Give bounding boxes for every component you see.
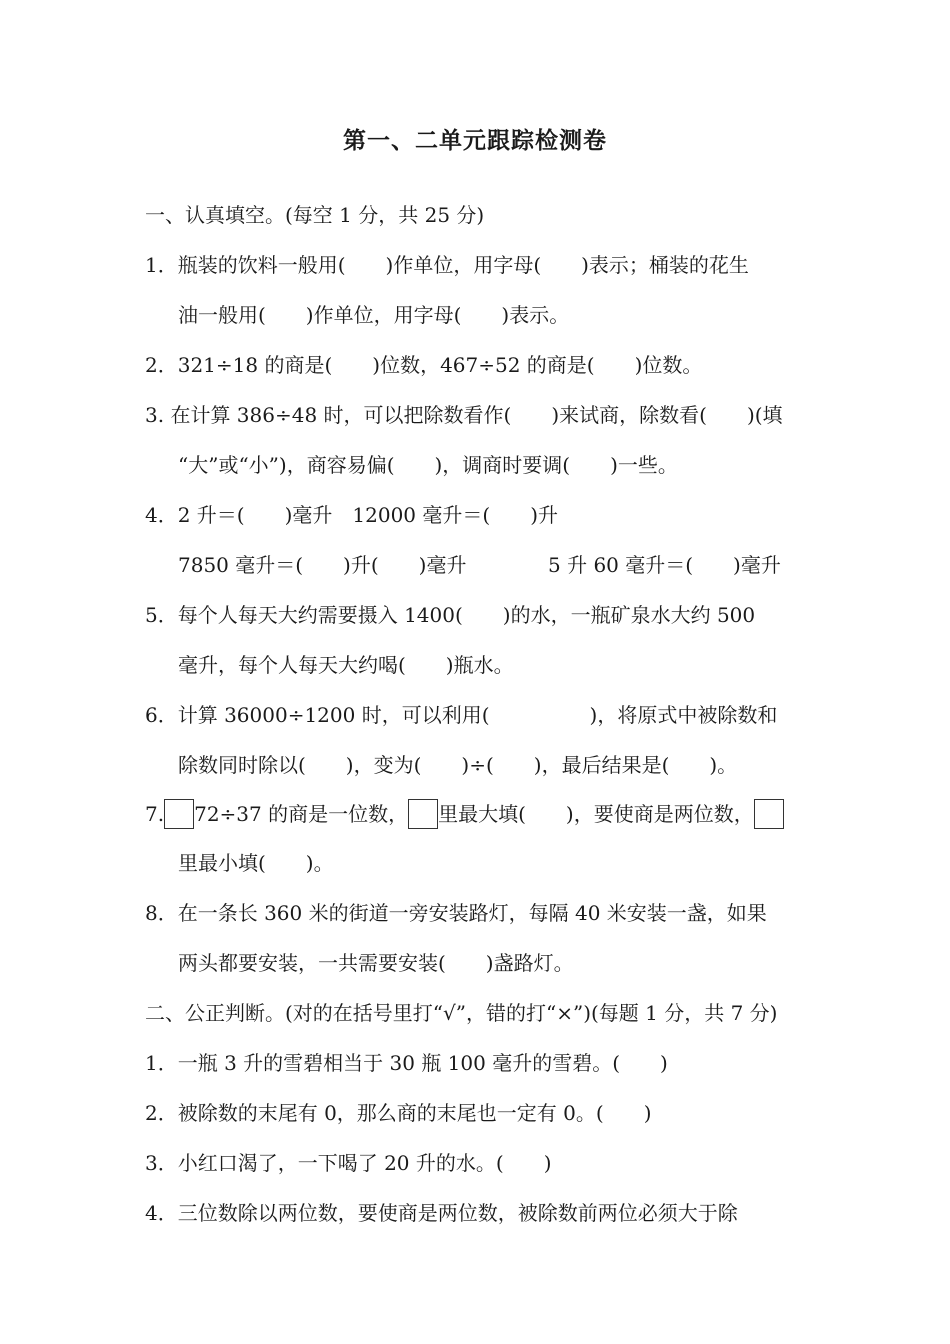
q8-line2: 两头都要安装，一共需要安装( )盏路灯。: [178, 951, 574, 975]
q7-line2: 里最小填( )。: [178, 851, 334, 875]
q1-line1: 1．瓶装的饮料一般用( )作单位，用字母( )表示；桶装的花生: [145, 253, 749, 277]
q3-line2: “大”或“小”)，商容易偏( )，调商时要调( )一些。: [178, 453, 678, 477]
judge-q1: 1．一瓶 3 升的雪碧相当于 30 瓶 100 毫升的雪碧。( ): [145, 1051, 668, 1075]
q7-part1: 72÷37 的商是一位数，: [194, 802, 409, 826]
page-title: 第一、二单元跟踪检测卷: [343, 128, 607, 154]
q5-line2: 毫升，每个人每天大约喝( )瓶水。: [178, 653, 514, 677]
q2-line1: 2．321÷18 的商是( )位数，467÷52 的商是( )位数。: [145, 353, 703, 377]
judge-q4: 4．三位数除以两位数，要使商是两位数，被除数前两位必须大于除: [145, 1201, 738, 1225]
q7-blank-box-3[interactable]: [754, 799, 784, 829]
q4-line2a: 7850 毫升＝( )升( )毫升: [178, 553, 467, 577]
q3-line1: 3. 在计算 386÷48 时，可以把除数看作( )来试商，除数看( )(填: [145, 403, 783, 427]
q8-line1: 8．在一条长 360 米的街道一旁安装路灯，每隔 40 米安装一盏，如果: [145, 901, 767, 925]
q7-blank-box-2[interactable]: [408, 799, 438, 829]
q7-part2: 里最大填( )，要使商是两位数，: [438, 802, 754, 826]
q6-line2: 除数同时除以( )，变为( )÷( )，最后结果是( )。: [178, 753, 738, 777]
judge-q3: 3．小红口渴了，一下喝了 20 升的水。( ): [145, 1151, 552, 1175]
q7-number: 7.: [145, 802, 165, 826]
q6-line1: 6．计算 36000÷1200 时，可以利用( )，将原式中被除数和: [145, 703, 778, 727]
q7-blank-box-1[interactable]: [164, 799, 194, 829]
q4-line2b: 5 升 60 毫升＝( )毫升: [548, 553, 781, 577]
q4-line1: 4．2 升＝( )毫升 12000 毫升＝( )升: [145, 503, 558, 527]
q5-line1: 5．每个人每天大约需要摄入 1400( )的水，一瓶矿泉水大约 500: [145, 603, 756, 627]
q7-line1: [145, 799, 784, 829]
section2-heading: 二、公正判断。(对的在括号里打“√”，错的打“×”)(每题 1 分，共 7 分): [145, 1001, 778, 1025]
section1-heading: 一、认真填空。(每空 1 分，共 25 分): [145, 203, 485, 227]
q1-line2: 油一般用( )作单位，用字母( )表示。: [178, 303, 570, 327]
judge-q2: 2．被除数的末尾有 0，那么商的末尾也一定有 0。( ): [145, 1101, 652, 1125]
